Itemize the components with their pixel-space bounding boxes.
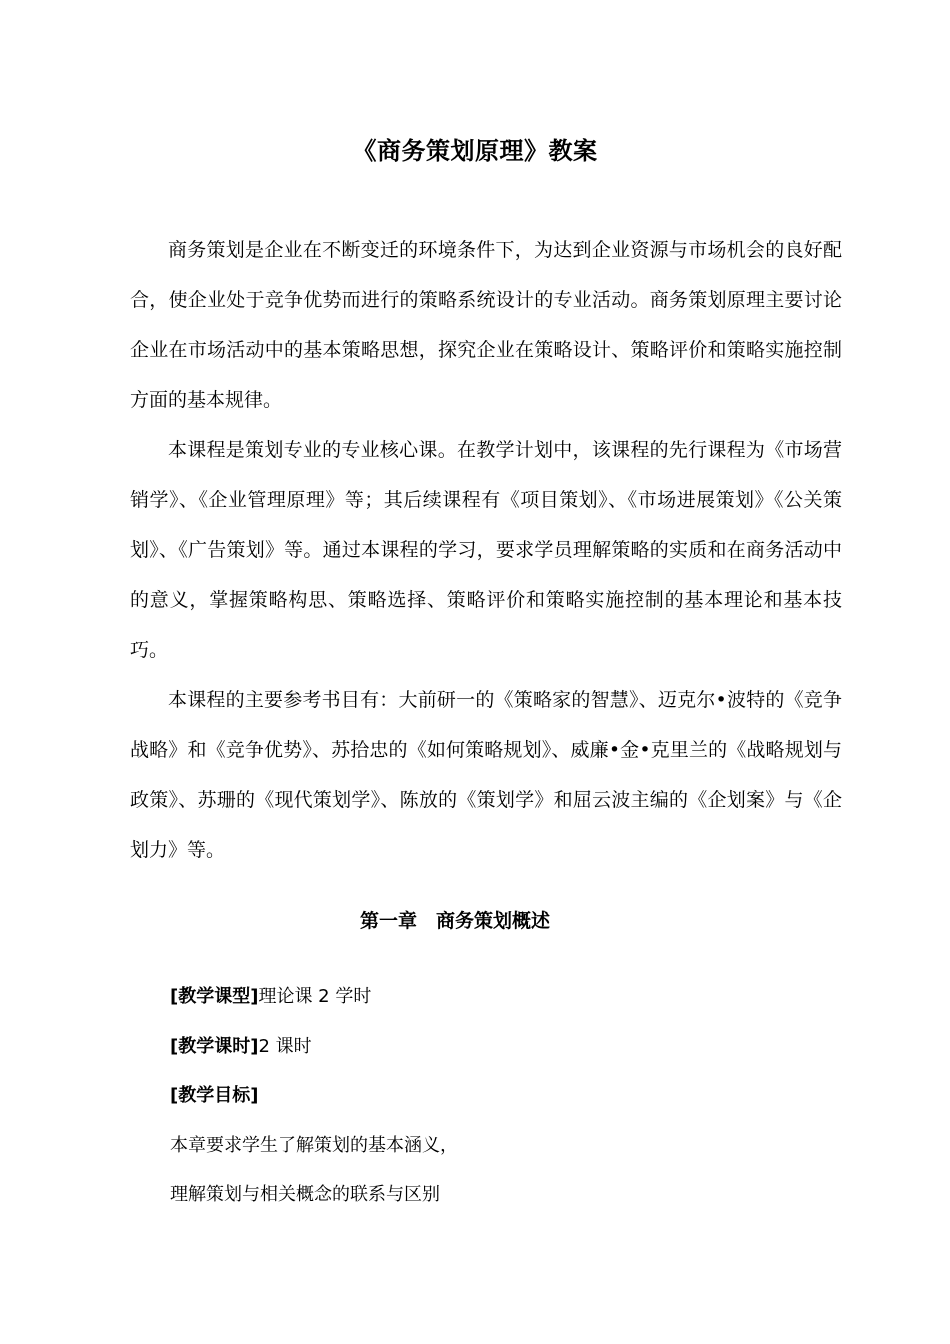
objective-line-1: 本章要求学生了解策划的基本涵义，: [170, 1135, 458, 1156]
document-title: 《商务策划原理》教案: [352, 137, 598, 165]
intro-paragraph-3: 本课程的主要参考书目有：大前研一的《策略家的智慧》、迈克尔•波特的《竞争战略》和《竞争优势》、苏拾忠的《如何策略规划》、威廉•金•克里兰的《战略规划与政策》、苏珊的《现代策划学》、陈放的《策划学》和屈云波主编的《企划案》与《企划力》等。: [130, 689, 842, 861]
chapter-title: 第一章 商务策划概述: [359, 910, 550, 932]
course-hours-label: [教学课时]: [170, 1036, 259, 1057]
objective-line-2: 理解策划与相关概念的联系与区别: [170, 1184, 440, 1205]
course-hours-line: [170, 1029, 312, 1065]
course-type-label: [教学课型]: [170, 986, 259, 1007]
course-type-line: [170, 979, 371, 1015]
objectives-line: [170, 1078, 258, 1114]
objectives-label: [教学目标]: [170, 1085, 259, 1106]
course-type-value: 理论课 2 学时: [258, 986, 372, 1007]
intro-paragraph-1: 商务策划是企业在不断变迁的环境条件下，为达到企业资源与市场机会的良好配合，使企业处于竞争优势而进行的策略系统设计的专业活动。商务策划原理主要讨论企业在市场活动中的基本策略思想，探究企业在策略设计、策略评价和策略实施控制方面的基本规律。: [130, 239, 842, 411]
intro-paragraph-2: 本课程是策划专业的专业核心课。在教学计划中，该课程的先行课程为《市场营销学》、《企业管理原理》等；其后续课程有《项目策划》、《市场进展策划》《公关策划》、《广告策划》等。通过本课程的学习，要求学员理解策略的实质和在商务活动中的意义，掌握策略构思、策略选择、策略评价和策略实施控制的基本理论和基本技巧。: [130, 439, 842, 661]
intro-section: [130, 225, 842, 875]
course-hours-value: 2 课时: [258, 1036, 312, 1057]
